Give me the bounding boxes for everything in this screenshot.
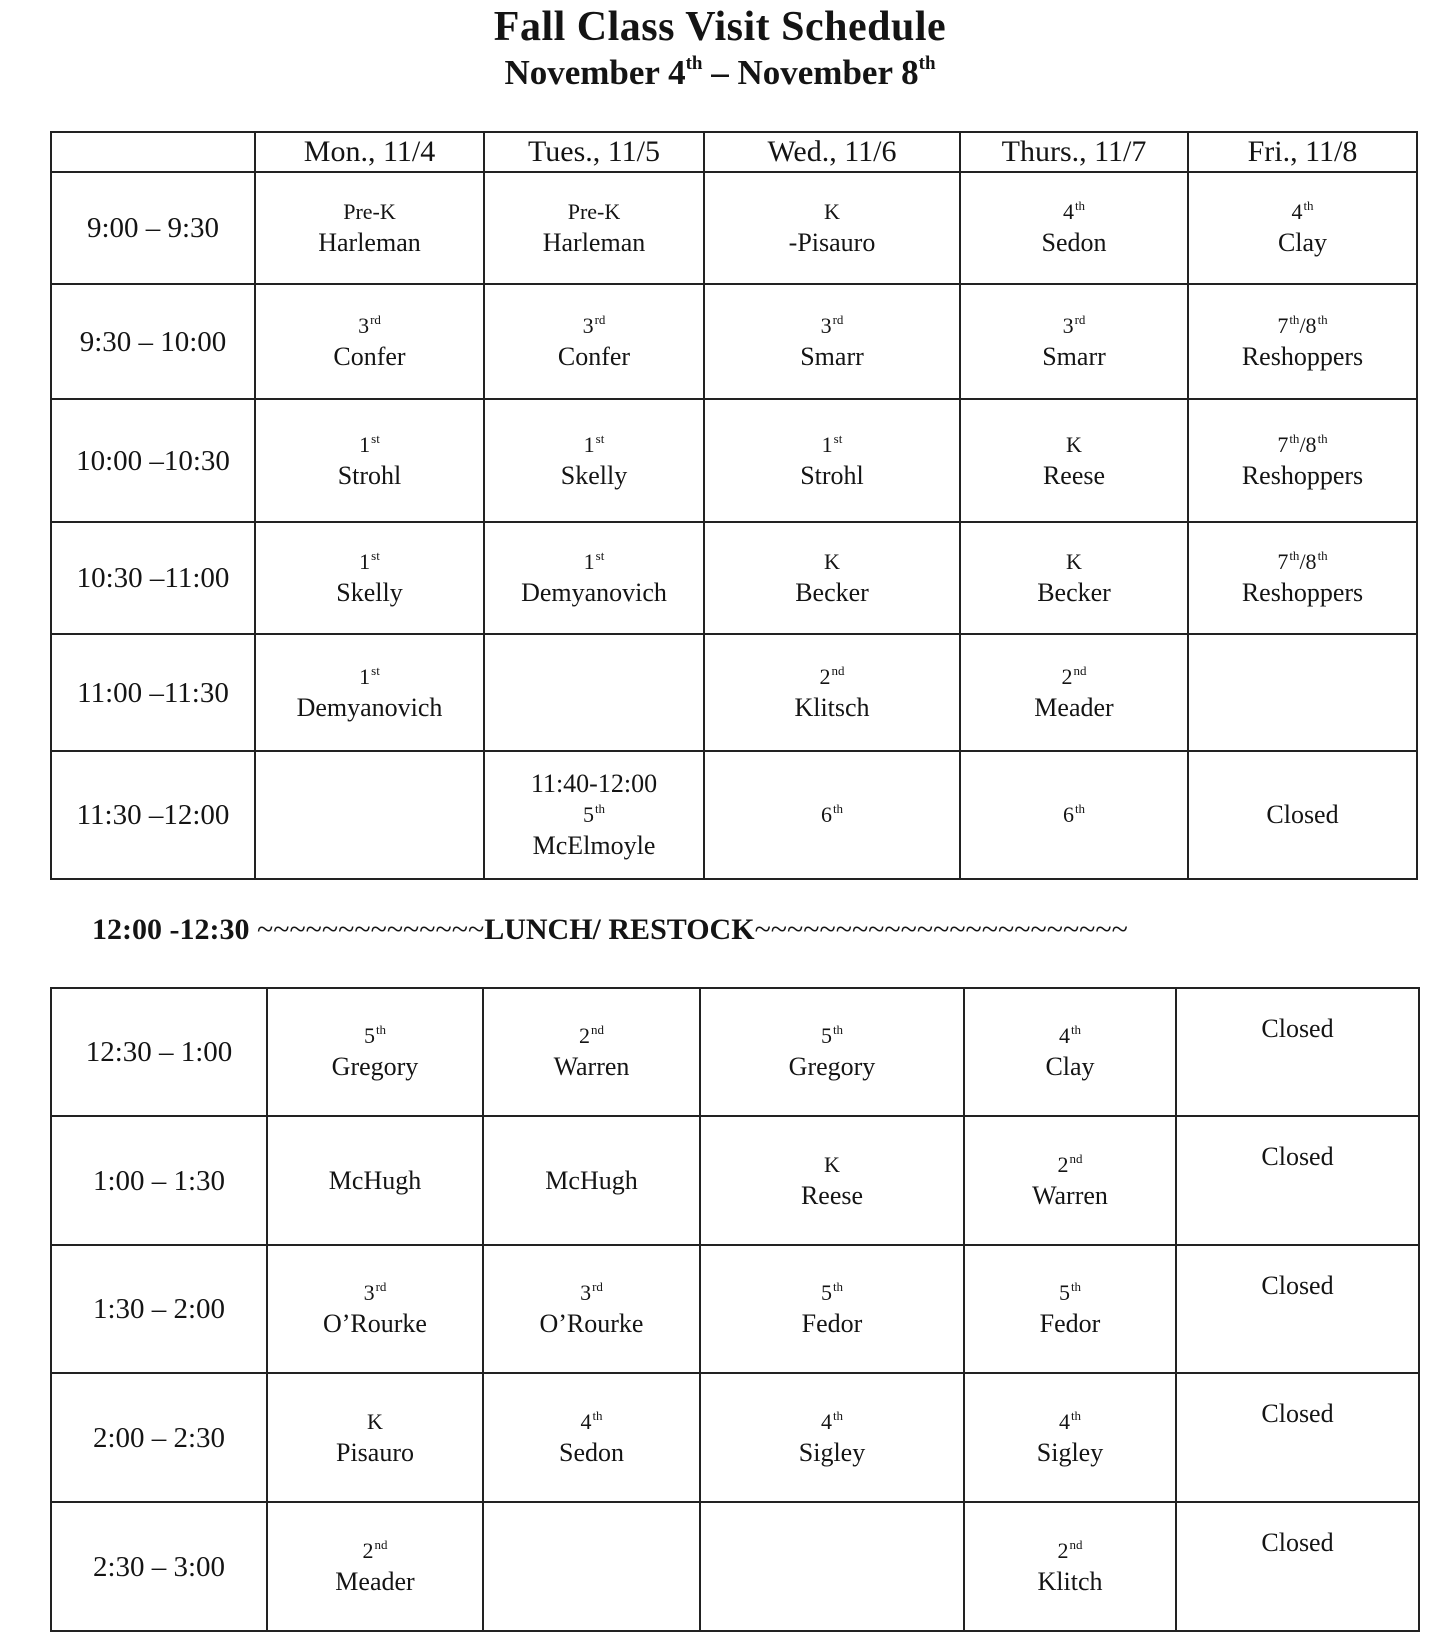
grade-number: 5	[1058, 1280, 1070, 1305]
grade-number: 4	[1291, 199, 1303, 224]
schedule-cell	[704, 284, 960, 399]
grade-suffix-second: th	[1317, 548, 1328, 563]
grade-suffix: rd	[592, 1279, 603, 1294]
schedule-cell	[255, 284, 484, 399]
teacher-name: Klitsch	[794, 692, 870, 722]
grade-suffix: th	[1289, 311, 1300, 327]
teacher-name: Sedon	[1041, 228, 1107, 257]
grade-level	[485, 311, 703, 341]
schedule-cell	[700, 1245, 964, 1373]
grade-suffix: th	[1289, 430, 1300, 446]
schedule-cell	[1188, 751, 1417, 879]
schedule-cell	[255, 751, 484, 879]
teacher-name: Sigley	[1036, 1437, 1104, 1467]
teacher-name: Meader	[1034, 692, 1114, 722]
grade-number: K	[1066, 431, 1082, 457]
teacher-name: Reshoppers	[1241, 341, 1364, 371]
schedule-cell	[255, 399, 484, 522]
grade-number: Pre-K	[343, 199, 396, 224]
teacher-name: Smarr	[1042, 341, 1106, 371]
teacher-name: Meader	[335, 1566, 415, 1596]
grade-suffix: th	[1074, 801, 1086, 816]
schedule-cell	[700, 1502, 964, 1631]
date-range-start: November 4	[504, 53, 686, 92]
teacher-name: O’Rourke	[539, 1309, 644, 1338]
grade-number: 4	[1058, 1408, 1070, 1434]
date-range-separator: –	[702, 53, 738, 92]
date-range-end-suffix: th	[918, 53, 936, 74]
grade-number: 7	[1277, 431, 1289, 457]
teacher-name: Clay	[1045, 1052, 1095, 1081]
grade-level	[268, 1407, 482, 1437]
teacher-name: Klitch	[1037, 1566, 1103, 1596]
teacher-name: Strohl	[800, 460, 864, 490]
schedule-cell	[484, 751, 704, 879]
schedule-cell	[960, 634, 1188, 751]
time-slot-row	[51, 1116, 1419, 1245]
teacher-name: Fedor	[801, 1309, 863, 1338]
grade-level	[485, 197, 703, 227]
schedule-cell	[1176, 988, 1419, 1116]
schedule-cell	[483, 1373, 700, 1502]
time-slot: 2:00 – 2:30	[51, 1373, 267, 1502]
schedule-cell	[964, 1502, 1176, 1631]
schedule-cell	[960, 751, 1188, 879]
teacher-name: Closed	[1261, 1271, 1334, 1300]
teacher-name: Gregory	[331, 1052, 419, 1081]
schedule-cell	[1188, 522, 1417, 634]
header-row	[51, 132, 1417, 172]
lunch-label: LUNCH/ RESTOCK	[484, 913, 755, 946]
teacher-name: McElmoyle	[532, 831, 656, 860]
grade-level	[965, 1150, 1175, 1180]
grade-number: 1	[821, 431, 833, 457]
schedule-cell	[964, 1116, 1176, 1245]
grade-number: 6	[820, 802, 832, 827]
schedule-cell	[704, 751, 960, 879]
grade-number: Pre-K	[567, 199, 621, 224]
grade-level	[965, 1021, 1175, 1051]
grade-level	[1189, 197, 1416, 227]
day-header: Tues., 11/5	[484, 132, 704, 172]
teacher-name: Closed	[1266, 800, 1339, 829]
grade-suffix: th	[594, 801, 606, 816]
teacher-name: McHugh	[328, 1165, 422, 1195]
schedule-cell	[964, 988, 1176, 1116]
schedule-cell	[964, 1245, 1176, 1373]
schedule-cell	[255, 522, 484, 634]
teacher-name: Warren	[1032, 1180, 1108, 1210]
grade-number: 4	[580, 1408, 592, 1434]
schedule-cell	[483, 988, 700, 1116]
grade-number: 2	[1057, 1537, 1069, 1563]
grade-number: 4	[820, 1408, 832, 1434]
time-slot: 10:00 –10:30	[51, 399, 255, 522]
grade-number: 3	[358, 312, 370, 338]
day-header: Mon., 11/4	[255, 132, 484, 172]
grade-number-second: /8	[1299, 549, 1317, 574]
grade-suffix: th	[1074, 198, 1086, 213]
grade-level	[705, 197, 959, 227]
grade-level	[705, 430, 959, 460]
schedule-cell	[960, 399, 1188, 522]
schedule-cell	[1176, 1116, 1419, 1245]
grade-suffix: nd	[591, 1022, 604, 1037]
grade-number: 1	[583, 549, 595, 574]
time-slot-row	[51, 172, 1417, 284]
grade-level	[256, 662, 483, 692]
schedule-cell	[267, 1502, 483, 1631]
grade-number: 5	[582, 802, 594, 827]
grade-number: 4	[1058, 1023, 1070, 1048]
schedule-cell	[700, 1373, 964, 1502]
grade-number-second: /8	[1299, 431, 1317, 457]
grade-suffix: th	[1070, 1022, 1082, 1037]
schedule-cell	[1188, 399, 1417, 522]
grade-suffix-second: th	[1317, 311, 1328, 327]
grade-suffix: th	[375, 1022, 387, 1037]
schedule-cell	[483, 1502, 700, 1631]
teacher-name: Fedor	[1039, 1309, 1101, 1338]
teacher-name: Demyanovich	[296, 692, 443, 722]
date-range-end: November 8	[737, 53, 919, 92]
grade-number: K	[824, 199, 840, 224]
grade-number: 1	[359, 663, 371, 689]
time-slot-row	[51, 751, 1417, 879]
grade-level	[256, 430, 483, 460]
schedule-cell	[704, 399, 960, 522]
schedule-cell	[964, 1373, 1176, 1502]
time-slot-row	[51, 988, 1419, 1116]
lunch-time: 12:00 -12:30	[92, 913, 250, 946]
schedule-cell	[1176, 1502, 1419, 1631]
teacher-name: Becker	[1037, 578, 1111, 607]
schedule-cell	[483, 1116, 700, 1245]
time-slot: 1:30 – 2:00	[51, 1245, 267, 1373]
schedule-cell	[1188, 634, 1417, 751]
grade-suffix-second: th	[1317, 430, 1328, 446]
grade-number: 6	[1062, 802, 1074, 827]
grade-level	[705, 800, 959, 830]
grade-number: 5	[820, 1023, 832, 1048]
grade-suffix: st	[371, 430, 380, 446]
schedule-cell	[1188, 284, 1417, 399]
schedule-cell	[960, 172, 1188, 284]
grade-suffix: rd	[375, 1279, 387, 1294]
grade-level	[484, 1407, 699, 1437]
grade-suffix: nd	[1073, 662, 1087, 678]
teacher-name: Sedon	[559, 1437, 624, 1467]
grade-suffix: nd	[831, 662, 845, 678]
grade-number: K	[367, 1408, 383, 1434]
grade-suffix: th	[832, 1022, 844, 1037]
visit-note: 11:40-12:00	[530, 769, 658, 798]
time-slot: 11:00 –11:30	[51, 634, 255, 751]
schedule-cell	[704, 172, 960, 284]
grade-number: 1	[359, 431, 371, 457]
grade-level	[961, 800, 1187, 830]
grade-number: 5	[820, 1280, 832, 1305]
grade-number: K	[1066, 549, 1082, 574]
lunch-tilde-left: ~~~~~~~~~~~~~~	[256, 913, 485, 946]
grade-suffix: rd	[1074, 311, 1086, 327]
schedule-cell	[267, 1245, 483, 1373]
grade-suffix: th	[832, 1279, 844, 1294]
time-slot: 11:30 –12:00	[51, 751, 255, 879]
grade-suffix: nd	[1069, 1536, 1083, 1552]
teacher-name: Reshoppers	[1241, 460, 1364, 490]
teacher-name: Skelly	[336, 578, 403, 607]
teacher-name: Demyanovich	[521, 578, 667, 607]
grade-number: 2	[579, 1023, 590, 1048]
teacher-name: Closed	[1261, 1142, 1334, 1171]
date-range-start-suffix: th	[685, 53, 703, 74]
teacher-name: Closed	[1261, 1399, 1334, 1428]
schedule-cell	[960, 284, 1188, 399]
teacher-name: Harleman	[318, 228, 421, 257]
teacher-name: -Pisauro	[788, 228, 876, 257]
grade-level	[965, 1536, 1175, 1566]
grade-suffix: st	[595, 430, 605, 446]
day-header: Fri., 11/8	[1188, 132, 1417, 172]
grade-number: 3	[820, 312, 832, 338]
time-slot: 1:00 – 1:30	[51, 1116, 267, 1245]
grade-level	[268, 1278, 482, 1308]
grade-level	[701, 1021, 963, 1051]
teacher-name: McHugh	[545, 1165, 638, 1195]
schedule-cell	[700, 1116, 964, 1245]
grade-suffix: th	[832, 1407, 844, 1423]
grade-suffix: th	[592, 1407, 603, 1423]
grade-number: 2	[819, 663, 831, 689]
teacher-name: Warren	[553, 1052, 630, 1081]
morning-schedule-table	[50, 131, 1418, 880]
grade-number: 2	[362, 1537, 374, 1563]
grade-suffix: st	[371, 548, 380, 563]
schedule-cell	[267, 1373, 483, 1502]
teacher-name: Becker	[795, 578, 869, 607]
grade-suffix: nd	[374, 1536, 388, 1552]
grade-suffix: th	[1070, 1279, 1082, 1294]
lunch-break-banner	[92, 910, 1392, 950]
time-slot: 9:30 – 10:00	[51, 284, 255, 399]
grade-number: 4	[1062, 199, 1074, 224]
schedule-cell	[483, 1245, 700, 1373]
grade-level	[256, 197, 483, 227]
grade-level	[961, 311, 1187, 341]
grade-level	[961, 662, 1187, 692]
teacher-name: Harleman	[542, 228, 646, 257]
grade-level	[1189, 311, 1416, 341]
grade-number: K	[824, 549, 840, 574]
teacher-name: Smarr	[800, 341, 864, 371]
grade-level	[256, 547, 483, 577]
grade-level	[961, 197, 1187, 227]
schedule-cell	[1188, 172, 1417, 284]
grade-suffix: rd	[832, 311, 844, 327]
schedule-cell	[484, 284, 704, 399]
schedule-cell	[267, 1116, 483, 1245]
grade-number: 2	[1057, 1151, 1069, 1177]
grade-suffix: th	[1070, 1407, 1082, 1423]
schedule-cell	[255, 634, 484, 751]
day-header: Wed., 11/6	[704, 132, 960, 172]
teacher-name: Sigley	[798, 1437, 866, 1467]
teacher-name: Strohl	[337, 460, 402, 490]
teacher-name: Skelly	[560, 460, 628, 490]
grade-level	[965, 1278, 1175, 1308]
schedule-cell	[267, 988, 483, 1116]
grade-number: K	[824, 1151, 840, 1177]
time-slot-row	[51, 399, 1417, 522]
schedule-cell	[704, 634, 960, 751]
time-slot-row	[51, 1245, 1419, 1373]
grade-suffix: st	[833, 430, 843, 446]
grade-level	[705, 662, 959, 692]
grade-suffix: th	[1303, 198, 1314, 213]
teacher-name: Closed	[1261, 1528, 1334, 1557]
date-range	[0, 50, 1440, 96]
grade-level	[961, 547, 1187, 577]
grade-number: 5	[363, 1023, 375, 1048]
grade-number: 1	[583, 431, 595, 457]
grade-number: 3	[582, 312, 594, 338]
schedule-title: Fall Class Visit Schedule	[493, 4, 947, 50]
grade-suffix: rd	[370, 311, 381, 327]
grade-number: 1	[359, 549, 371, 574]
grade-level	[1189, 547, 1416, 577]
grade-suffix: rd	[594, 311, 606, 327]
header-corner-cell	[51, 132, 255, 172]
day-header: Thurs., 11/7	[960, 132, 1188, 172]
time-slot-row	[51, 634, 1417, 751]
grade-level	[485, 547, 703, 577]
lunch-tilde-right: ~~~~~~~~~~~~~~~~~~~~~~~	[754, 913, 1128, 946]
teacher-name: Clay	[1277, 228, 1328, 257]
grade-level	[705, 311, 959, 341]
afternoon-schedule-table	[50, 987, 1420, 1632]
grade-suffix: nd	[1069, 1150, 1083, 1166]
grade-suffix: th	[832, 801, 844, 816]
grade-level	[1189, 430, 1416, 460]
grade-level	[268, 1536, 482, 1566]
teacher-name: Pisauro	[336, 1437, 414, 1467]
teacher-name: Confer	[557, 341, 631, 371]
teacher-name: Reese	[1042, 460, 1106, 490]
time-slot: 12:30 – 1:00	[51, 988, 267, 1116]
grade-level	[484, 1278, 699, 1308]
schedule-cell	[1176, 1373, 1419, 1502]
schedule-cell	[704, 522, 960, 634]
grade-number: 2	[1061, 663, 1073, 689]
grade-level	[705, 547, 959, 577]
teacher-name: Gregory	[788, 1052, 876, 1081]
grade-level	[485, 430, 703, 460]
time-slot-row	[51, 1373, 1419, 1502]
teacher-name: Closed	[1261, 1014, 1334, 1043]
grade-level	[965, 1407, 1175, 1437]
grade-level	[701, 1150, 963, 1180]
time-slot-row	[51, 284, 1417, 399]
teacher-name: O’Rourke	[323, 1309, 427, 1338]
grade-level	[256, 311, 483, 341]
time-slot: 10:30 –11:00	[51, 522, 255, 634]
time-slot: 9:00 – 9:30	[51, 172, 255, 284]
grade-number: 7	[1277, 549, 1289, 574]
grade-suffix: st	[595, 548, 605, 563]
teacher-name: Reese	[800, 1180, 864, 1210]
grade-number: 3	[580, 1280, 592, 1305]
grade-level	[268, 1021, 482, 1051]
grade-level	[484, 1021, 699, 1051]
teacher-name: Reshoppers	[1241, 578, 1364, 607]
schedule-cell	[700, 988, 964, 1116]
grade-level	[701, 1407, 963, 1437]
schedule-cell	[255, 172, 484, 284]
time-slot-row	[51, 522, 1417, 634]
grade-number: 3	[363, 1280, 375, 1305]
schedule-cell	[484, 172, 704, 284]
grade-number: 3	[1062, 312, 1074, 338]
schedule-cell	[484, 634, 704, 751]
grade-suffix: st	[371, 662, 380, 678]
time-slot-row	[51, 1502, 1419, 1631]
time-slot: 2:30 – 3:00	[51, 1502, 267, 1631]
schedule-cell	[960, 522, 1188, 634]
grade-level	[961, 430, 1187, 460]
teacher-name: Confer	[333, 341, 406, 371]
schedule-cell	[484, 522, 704, 634]
grade-suffix: th	[1289, 548, 1300, 563]
grade-number-second: /8	[1299, 312, 1317, 338]
grade-number: 7	[1277, 312, 1289, 338]
grade-level	[701, 1278, 963, 1308]
schedule-cell	[1176, 1245, 1419, 1373]
grade-level	[485, 800, 703, 830]
schedule-cell	[484, 399, 704, 522]
